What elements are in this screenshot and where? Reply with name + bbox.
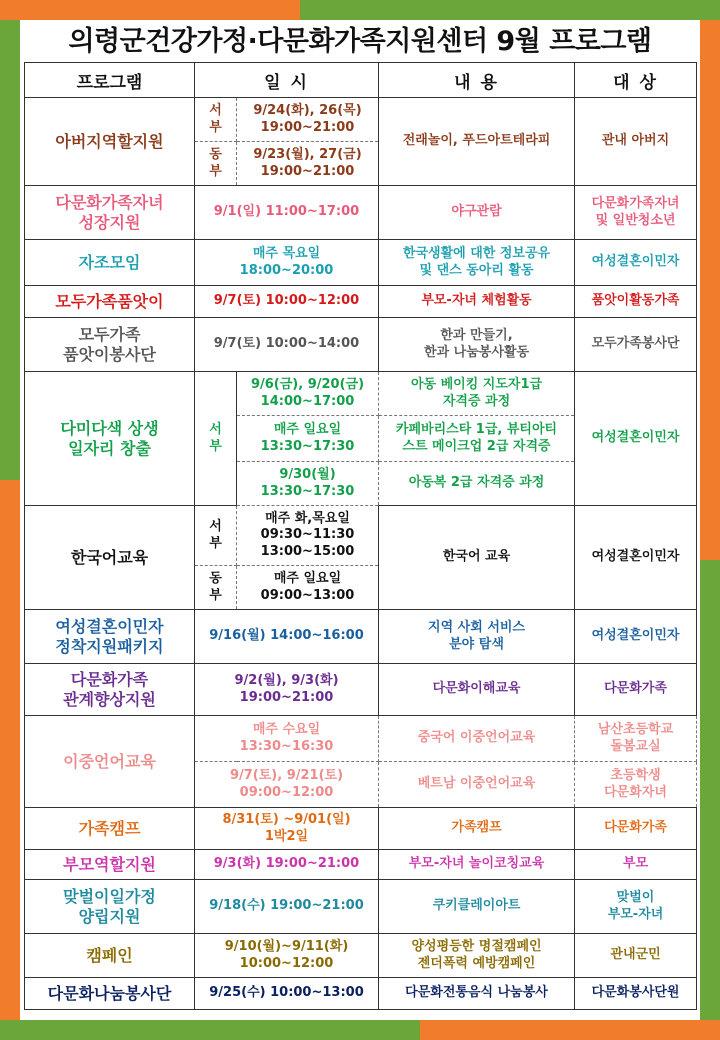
content-cell: 쿠키클레이아트: [379, 880, 575, 934]
content-cell: 다문화이해교육: [379, 664, 575, 716]
program-name: 캠페인: [25, 934, 195, 978]
target-cell: 여성결혼이민자: [575, 240, 697, 286]
border-green-left: [0, 0, 20, 480]
target-cell: 여성결혼이민자: [575, 610, 697, 664]
target-cell: 다문화가족자녀 및 일반청소년: [575, 186, 697, 240]
target-cell: 관내 아버지: [575, 98, 697, 186]
program-name: 모두가족 품앗이봉사단: [25, 318, 195, 372]
content-cell: 다문화전통음식 나눔봉사: [379, 978, 575, 1010]
program-name: 한국어교육: [25, 506, 195, 610]
schedule-cell: 9/1(일) 11:00~17:00: [195, 186, 379, 240]
schedule-cell: 9/3(화) 19:00~21:00: [195, 850, 379, 880]
content-cell: 한과 만들기, 한과 나눔봉사활동: [379, 318, 575, 372]
region-label: 서 부: [195, 98, 237, 142]
program-name: 다문화가족자녀 성장지원: [25, 186, 195, 240]
content-cell: 베트남 이중언어교육: [379, 762, 575, 808]
target-cell: 여성결혼이민자: [575, 372, 697, 506]
target-cell: 남산초등학교 돌봄교실: [575, 716, 697, 762]
table-row: [25, 880, 697, 934]
program-name: 맞벌이일가정 양립지원: [25, 880, 195, 934]
table-row: [25, 664, 697, 716]
content-cell: 부모-자녀 놀이코칭교육: [379, 850, 575, 880]
program-name: 이중언어교육: [25, 716, 195, 808]
program-name: 다미다색 상생 일자리 창출: [25, 372, 195, 506]
header-target: 대 상: [575, 63, 697, 98]
header-program: 프로그램: [25, 63, 195, 98]
schedule-cell: 9/7(토) 10:00~12:00: [195, 286, 379, 318]
content-cell: 부모-자녀 체험활동: [379, 286, 575, 318]
table-row: [25, 850, 697, 880]
border-orange-right: [700, 0, 720, 560]
header-schedule: 일 시: [195, 63, 379, 98]
page-title: 의령군건강가정·다문화가족지원센터 9월 프로그램: [68, 26, 652, 57]
schedule-cell: 9/23(월), 27(금) 19:00~21:00: [237, 142, 379, 186]
border-orange-bottom: [420, 1020, 720, 1040]
target-cell: 여성결혼이민자: [575, 506, 697, 610]
program-table: [24, 62, 697, 1010]
schedule-cell: 9/2(월), 9/3(화) 19:00~21:00: [195, 664, 379, 716]
target-cell: 다문화가족: [575, 808, 697, 850]
border-green-bottom: [0, 1020, 420, 1040]
program-name: 다문화나눔봉사단: [25, 978, 195, 1010]
schedule-cell: 9/25(수) 10:00~13:00: [195, 978, 379, 1010]
target-cell: 관내군민: [575, 934, 697, 978]
table-row: [25, 318, 697, 372]
schedule-cell: 매주 일요일 13:30~17:30: [237, 416, 379, 462]
target-cell: 부모: [575, 850, 697, 880]
table-row: [25, 286, 697, 318]
content-cell: 전래놀이, 푸드아트테라피: [379, 98, 575, 186]
table-row: [25, 372, 697, 416]
table-row: [25, 934, 697, 978]
schedule-cell: 9/18(수) 19:00~21:00: [195, 880, 379, 934]
content-cell: 양성평등한 명절캠페인 젠더폭력 예방캠페인: [379, 934, 575, 978]
program-name: 가족캠프: [25, 808, 195, 850]
schedule-cell: 9/16(월) 14:00~16:00: [195, 610, 379, 664]
target-cell: 초등학생 다문화자녀: [575, 762, 697, 808]
target-cell: 맞벌이 부모-자녀: [575, 880, 697, 934]
table-row: [25, 610, 697, 664]
schedule-cell: 9/6(금), 9/20(금) 14:00~17:00: [237, 372, 379, 416]
schedule-cell: 9/7(토) 10:00~14:00: [195, 318, 379, 372]
border-orange-top: [0, 0, 300, 20]
schedule-cell: 매주 목요일 18:00~20:00: [195, 240, 379, 286]
border-green-right: [700, 560, 720, 1040]
table-header-row: [25, 63, 697, 98]
program-name: 자조모임: [25, 240, 195, 286]
region-label: 서 부: [195, 506, 237, 566]
table-row: [25, 506, 697, 566]
content-cell: 지역 사회 서비스 분야 탐색: [379, 610, 575, 664]
schedule-cell: 9/7(토), 9/21(토) 09:00~12:00: [195, 762, 379, 808]
region-label: 동 부: [195, 142, 237, 186]
header-content: 내 용: [379, 63, 575, 98]
table-row: [25, 716, 697, 762]
schedule-cell: 9/24(화), 26(목) 19:00~21:00: [237, 98, 379, 142]
table-row: [25, 808, 697, 850]
content-cell: 카페바리스타 1급, 뷰티아티 스트 메이크업 2급 자격증: [379, 416, 575, 462]
content-cell: 아동복 2급 자격증 과정: [379, 462, 575, 506]
poster-frame: [20, 20, 700, 1020]
schedule-cell: 9/10(월)~9/11(화) 10:00~12:00: [195, 934, 379, 978]
content-cell: 중국어 이중언어교육: [379, 716, 575, 762]
content-cell: 한국어 교육: [379, 506, 575, 610]
program-name: 다문화가족 관계향상지원: [25, 664, 195, 716]
program-name: 부모역할지원: [25, 850, 195, 880]
program-name: 모두가족품앗이: [25, 286, 195, 318]
program-name: 여성결혼이민자 정착지원패키지: [25, 610, 195, 664]
target-cell: 모두가족봉사단: [575, 318, 697, 372]
schedule-cell: 8/31(토) ~9/01(일) 1박2일: [195, 808, 379, 850]
target-cell: 품앗이활동가족: [575, 286, 697, 318]
schedule-cell: 9/30(월) 13:30~17:30: [237, 462, 379, 506]
region-label: 서 부: [195, 372, 237, 506]
target-cell: 다문화봉사단원: [575, 978, 697, 1010]
content-cell: 아동 베이킹 지도자1급 자격증 과정: [379, 372, 575, 416]
table-row: [25, 186, 697, 240]
content-cell: 야구관람: [379, 186, 575, 240]
schedule-cell: 매주 화,목요일 09:30~11:30 13:00~15:00: [237, 506, 379, 566]
target-cell: 다문화가족: [575, 664, 697, 716]
border-orange-left: [0, 480, 20, 1040]
table-row: [25, 978, 697, 1010]
program-name: 아버지역할지원: [25, 98, 195, 186]
border-green-top: [300, 0, 720, 20]
content-cell: 한국생활에 대한 정보공유 및 댄스 동아리 활동: [379, 240, 575, 286]
region-label: 동 부: [195, 566, 237, 610]
table-row: [25, 240, 697, 286]
table-row: [25, 98, 697, 142]
schedule-cell: 매주 수요일 13:30~16:30: [195, 716, 379, 762]
schedule-cell: 매주 일요일 09:00~13:00: [237, 566, 379, 610]
content-cell: 가족캠프: [379, 808, 575, 850]
